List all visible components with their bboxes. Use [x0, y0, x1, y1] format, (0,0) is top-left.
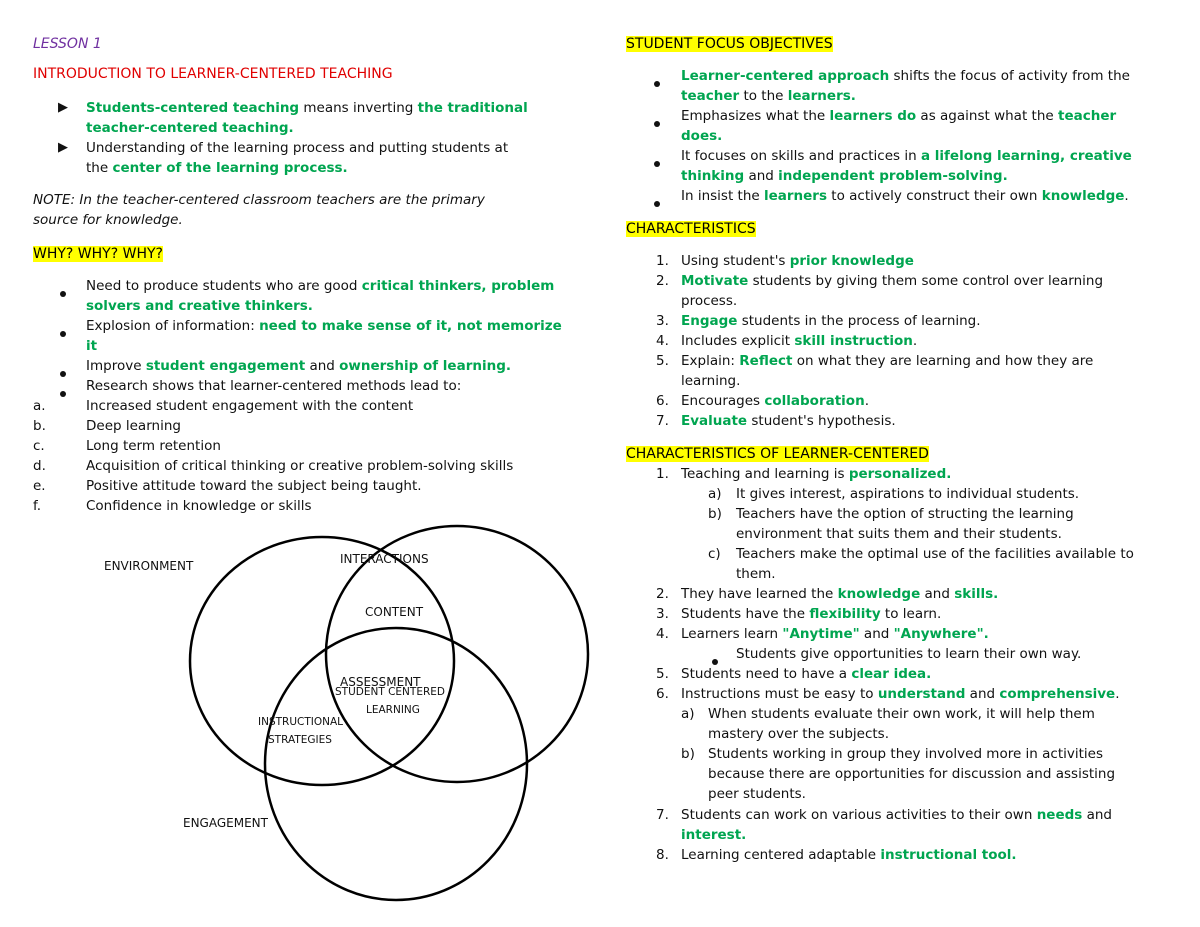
lesson-title: INTRODUCTION TO LEARNER-CENTERED TEACHING [33, 66, 393, 82]
venn-label-scl-1: STUDENT CENTERED [335, 686, 445, 698]
clc-heading: CHARACTERISTICS OF LEARNER-CENTERED [626, 446, 929, 462]
arrow-bullet-icon: ▶ [58, 140, 68, 155]
sfo-heading: STUDENT FOCUS OBJECTIVES [626, 36, 833, 52]
arrow-bullet-icon: ▶ [58, 100, 68, 115]
venn-label-content: CONTENT [365, 605, 424, 619]
venn-label-interactions: INTERACTIONS [340, 552, 429, 566]
venn-label-engagement: ENGAGEMENT [183, 816, 268, 830]
venn-label-environment: ENVIRONMENT [104, 559, 194, 573]
venn-label-instr-1: INSTRUCTIONAL [258, 716, 344, 728]
why-heading: WHY? WHY? WHY? [33, 246, 163, 262]
environment-circle [190, 537, 454, 785]
characteristics-heading: CHARACTERISTICS [626, 221, 756, 237]
venn-label-assessment: ASSESSMENT [340, 675, 421, 689]
lesson-label: LESSON 1 [33, 36, 102, 52]
venn-label-scl-2: LEARNING [366, 704, 420, 716]
venn-diagram [0, 520, 620, 920]
venn-label-instr-2: STRATEGIES [268, 734, 332, 746]
